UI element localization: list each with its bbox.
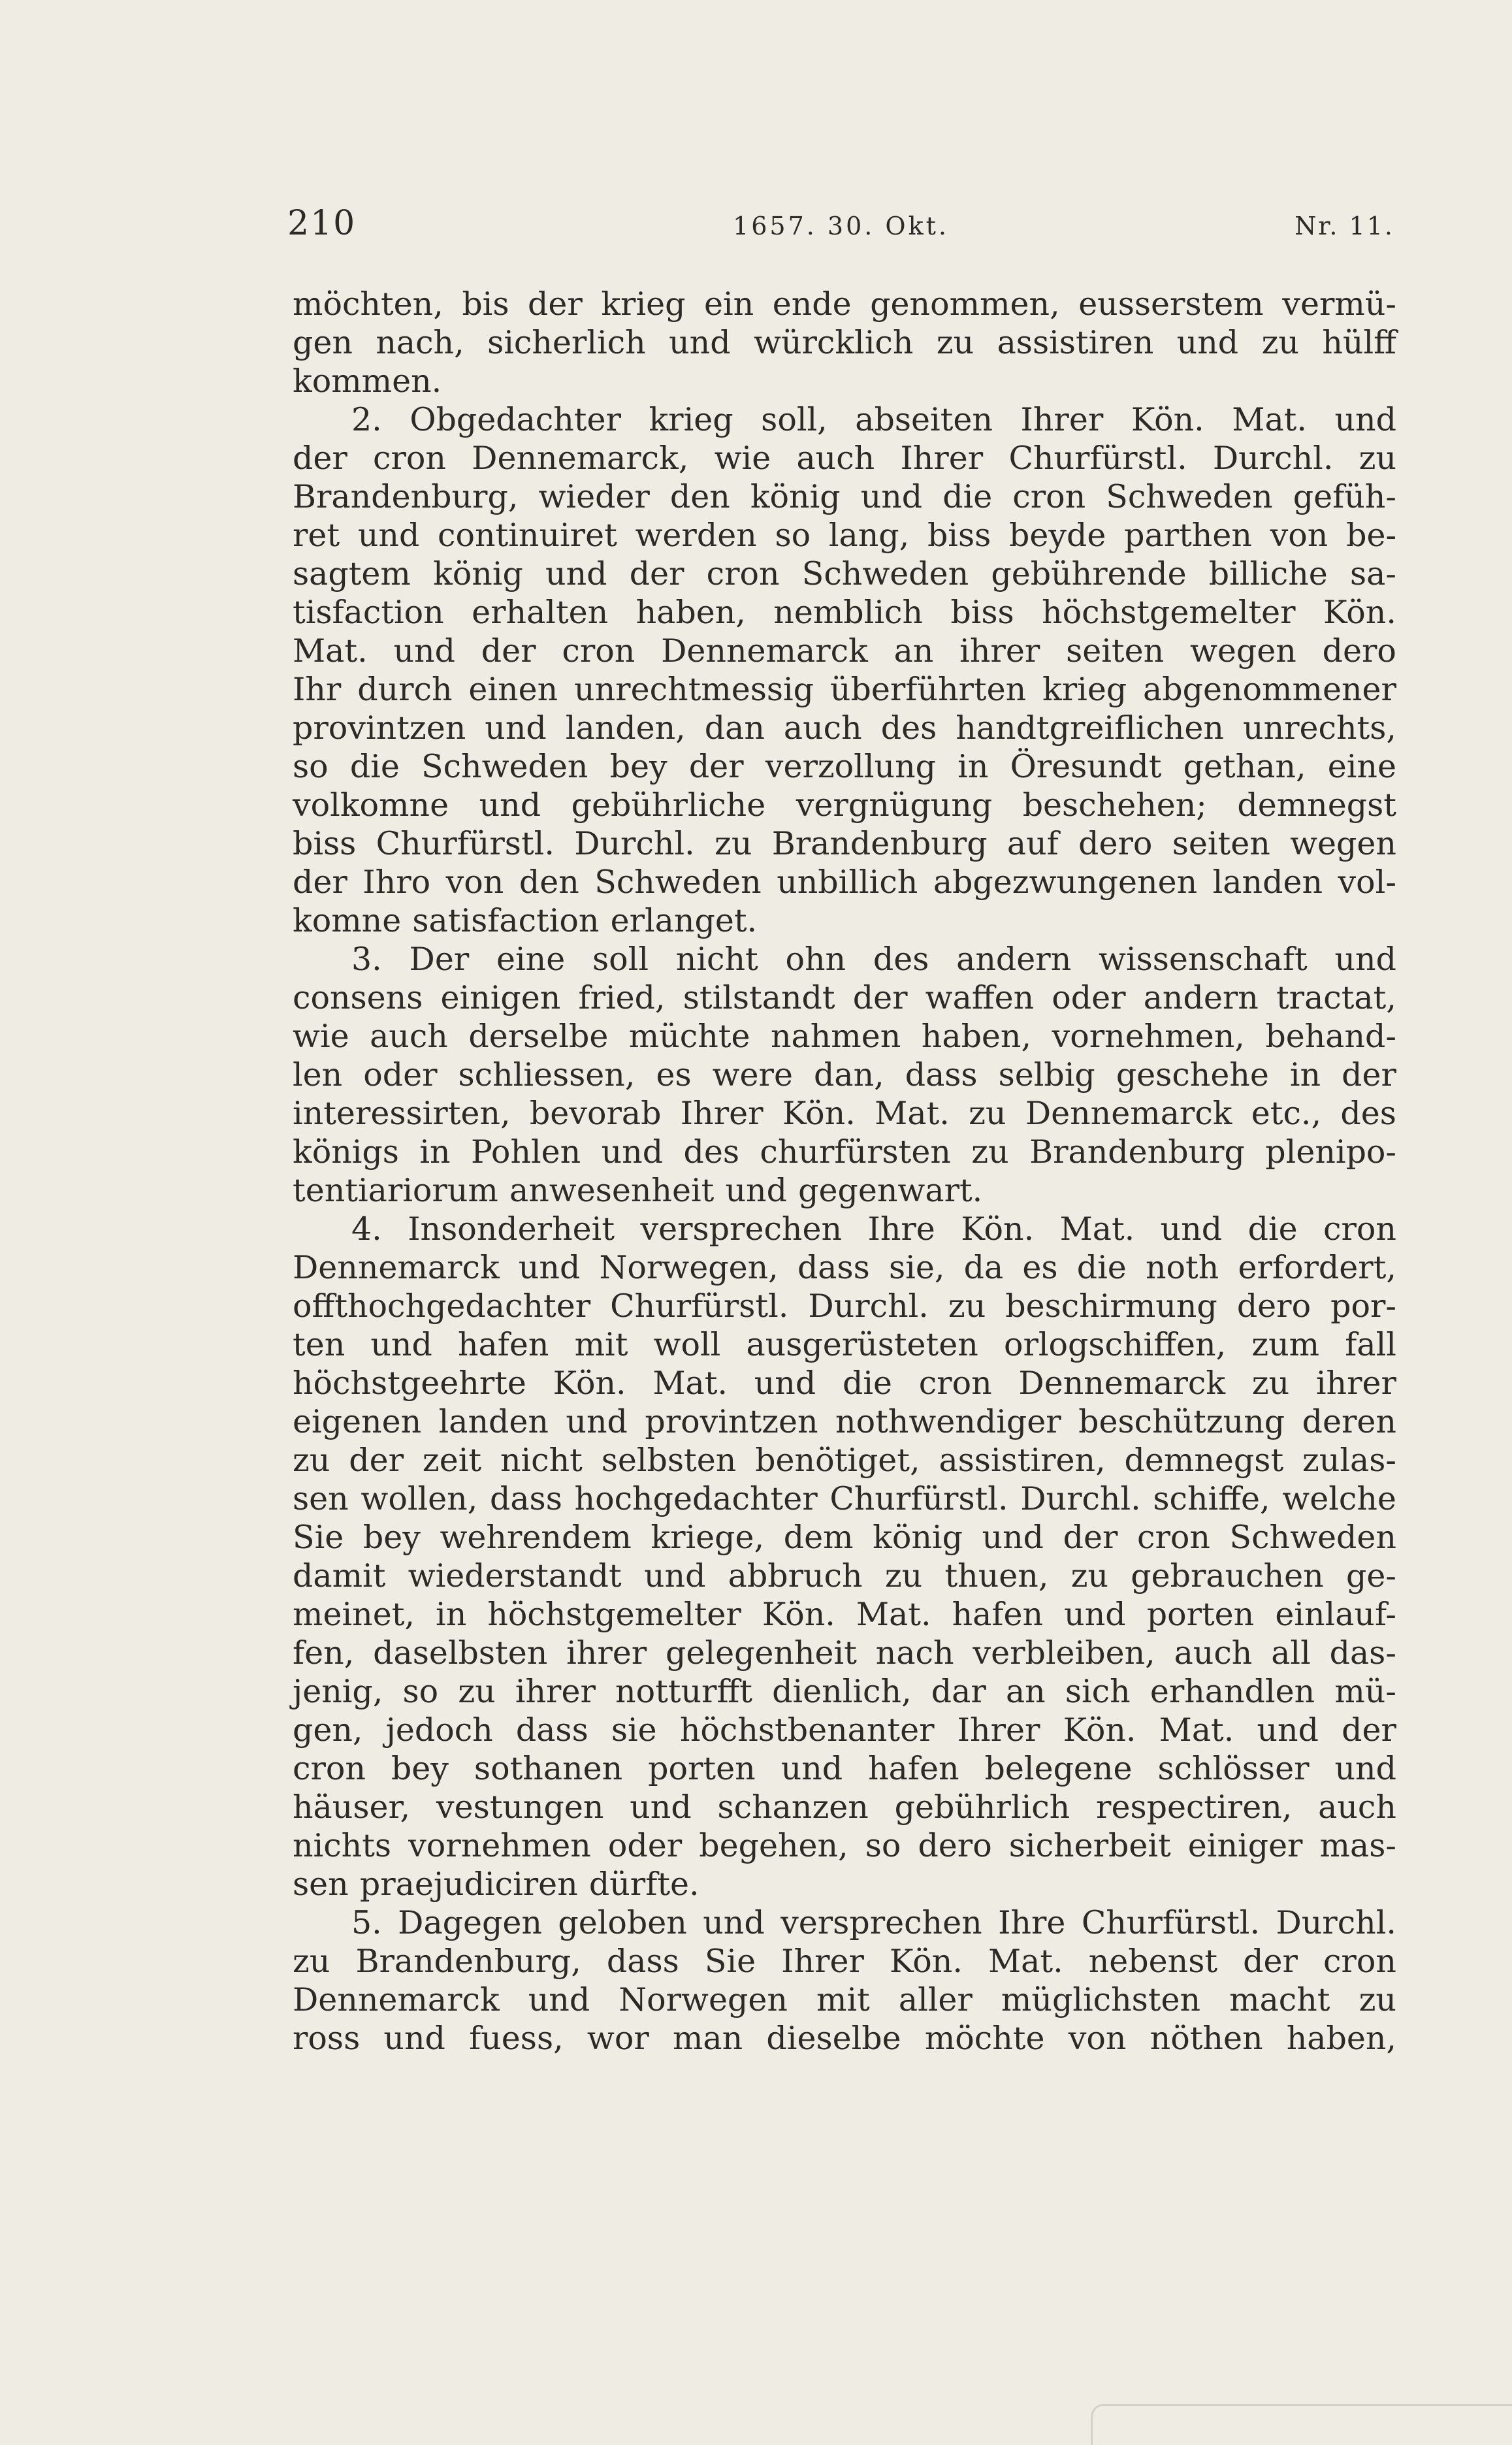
page-header bbox=[287, 204, 1394, 250]
text-line: zu der zeit nicht selbsten benötiget, assistiren, demnegst zulas- bbox=[293, 1442, 1396, 1479]
text-line: interessirten, bevorab Ihrer Kön. Mat. zu Dennemarck etc., des bbox=[293, 1095, 1396, 1132]
text-line: komne satisfaction erlanget. bbox=[293, 902, 758, 939]
text-line: 4. Insonderheit versprechen Ihre Kön. Mat. und die cron bbox=[351, 1210, 1396, 1248]
text-line: consens einigen fried, stilstandt der waffen oder andern tractat, bbox=[293, 979, 1396, 1016]
text-line: 2. Obgedachter krieg soll, abseiten Ihrer Kön. Mat. und bbox=[351, 401, 1396, 438]
text-line: fen, daselbsten ihrer gelegenheit nach verbleiben, auch all das- bbox=[293, 1634, 1396, 1672]
text-line: nichts vornehmen oder begehen, so dero sicherbeit einiger mas- bbox=[293, 1827, 1396, 1864]
text-line: möchten, bis der krieg ein ende genommen, eusserstem vermü- bbox=[293, 285, 1396, 323]
text-line: höchstgeehrte Kön. Mat. und die cron Dennemarck zu ihrer bbox=[293, 1365, 1396, 1402]
text-line: eigenen landen und provintzen nothwendiger beschützung deren bbox=[293, 1403, 1396, 1440]
text-line: len oder schliessen, es were dan, dass selbig geschehe in der bbox=[293, 1056, 1396, 1093]
document-number: Nr. 11. bbox=[1295, 212, 1394, 240]
text-line: tisfaction erhalten haben, nemblich biss höchstgemelter Kön. bbox=[293, 594, 1396, 631]
page-number: 210 bbox=[287, 204, 357, 243]
text-line: offthochgedachter Churfürstl. Durchl. zu beschirmung dero por- bbox=[293, 1287, 1396, 1325]
text-line: kommen. bbox=[293, 363, 442, 400]
text-line: 5. Dagegen geloben und versprechen Ihre Churfürstl. Durchl. bbox=[351, 1904, 1396, 1941]
text-line: sagtem könig und der cron Schweden gebührende billiche sa- bbox=[293, 555, 1396, 592]
text-line: der cron Dennemarck, wie auch Ihrer Churfürstl. Durchl. zu bbox=[293, 440, 1396, 477]
text-line: provintzen und landen, dan auch des handtgreiflichen unrechts, bbox=[293, 709, 1396, 747]
text-line: Dennemarck und Norwegen mit aller müglichsten macht zu bbox=[293, 1981, 1396, 2018]
text-line: Brandenburg, wieder den könig und die cron Schweden gefüh- bbox=[293, 478, 1396, 515]
text-line: gen nach, sicherlich und würcklich zu assistiren und zu hülff bbox=[293, 324, 1396, 361]
text-line: cron bey sothanen porten und hafen belegene schlösser und bbox=[293, 1750, 1396, 1787]
text-line: 3. Der eine soll nicht ohn des andern wissenschaft und bbox=[351, 941, 1396, 978]
text-line: damit wiederstandt und abbruch zu thuen, zu gebrauchen ge- bbox=[293, 1557, 1396, 1595]
text-line: volkomne und gebührliche vergnügung beschehen; demnegst bbox=[293, 786, 1396, 824]
text-line: biss Churfürstl. Durchl. zu Brandenburg auf dero seiten wegen bbox=[293, 825, 1396, 862]
header-date: 1657. 30. Okt. bbox=[733, 212, 949, 240]
text-line: sen wollen, dass hochgedachter Churfürstl. Durchl. schiffe, welche bbox=[293, 1480, 1396, 1517]
text-line: so die Schweden bey der verzollung in Öresundt gethan, eine bbox=[293, 748, 1396, 785]
text-line: königs in Pohlen und des churfürsten zu Brandenburg plenipo- bbox=[293, 1133, 1396, 1171]
text-line: ross und fuess, wor man dieselbe möchte von nöthen haben, bbox=[293, 2020, 1396, 2057]
text-line: ten und hafen mit woll ausgerüsteten orlogschiffen, zum fall bbox=[293, 1326, 1396, 1363]
text-line: zu Brandenburg, dass Sie Ihrer Kön. Mat. nebenst der cron bbox=[293, 1943, 1396, 1980]
text-line: gen, jedoch dass sie höchstbenanter Ihrer Kön. Mat. und der bbox=[293, 1711, 1396, 1749]
text-line: der Ihro von den Schweden unbillich abgezwungenen landen vol- bbox=[293, 864, 1396, 901]
text-line: wie auch derselbe müchte nahmen haben, vornehmen, behand- bbox=[293, 1018, 1396, 1055]
text-line: sen praejudiciren dürfte. bbox=[293, 1866, 700, 1903]
text-line: tentiariorum anwesenheit und gegenwart. bbox=[293, 1172, 983, 1209]
text-line: Dennemarck und Norwegen, dass sie, da es die noth erfordert, bbox=[293, 1249, 1396, 1286]
text-line: Sie bey wehrendem kriege, dem könig und der cron Schweden bbox=[293, 1519, 1396, 1556]
text-line: jenig, so zu ihrer notturfft dienlich, dar an sich erhandlen mü- bbox=[293, 1673, 1396, 1710]
text-line: Ihr durch einen unrechtmessig überführten krieg abgenommener bbox=[293, 671, 1396, 708]
body-text bbox=[293, 285, 1396, 2058]
page-fold bbox=[1091, 2404, 1512, 2445]
text-line: meinet, in höchstgemelter Kön. Mat. hafen und porten einlauf- bbox=[293, 1596, 1396, 1633]
text-line: ret und continuiret werden so lang, biss beyde parthen von be- bbox=[293, 517, 1396, 554]
text-line: Mat. und der cron Dennemarck an ihrer seiten wegen dero bbox=[293, 632, 1396, 670]
text-line: häuser, vestungen und schanzen gebührlich respectiren, auch bbox=[293, 1789, 1396, 1826]
